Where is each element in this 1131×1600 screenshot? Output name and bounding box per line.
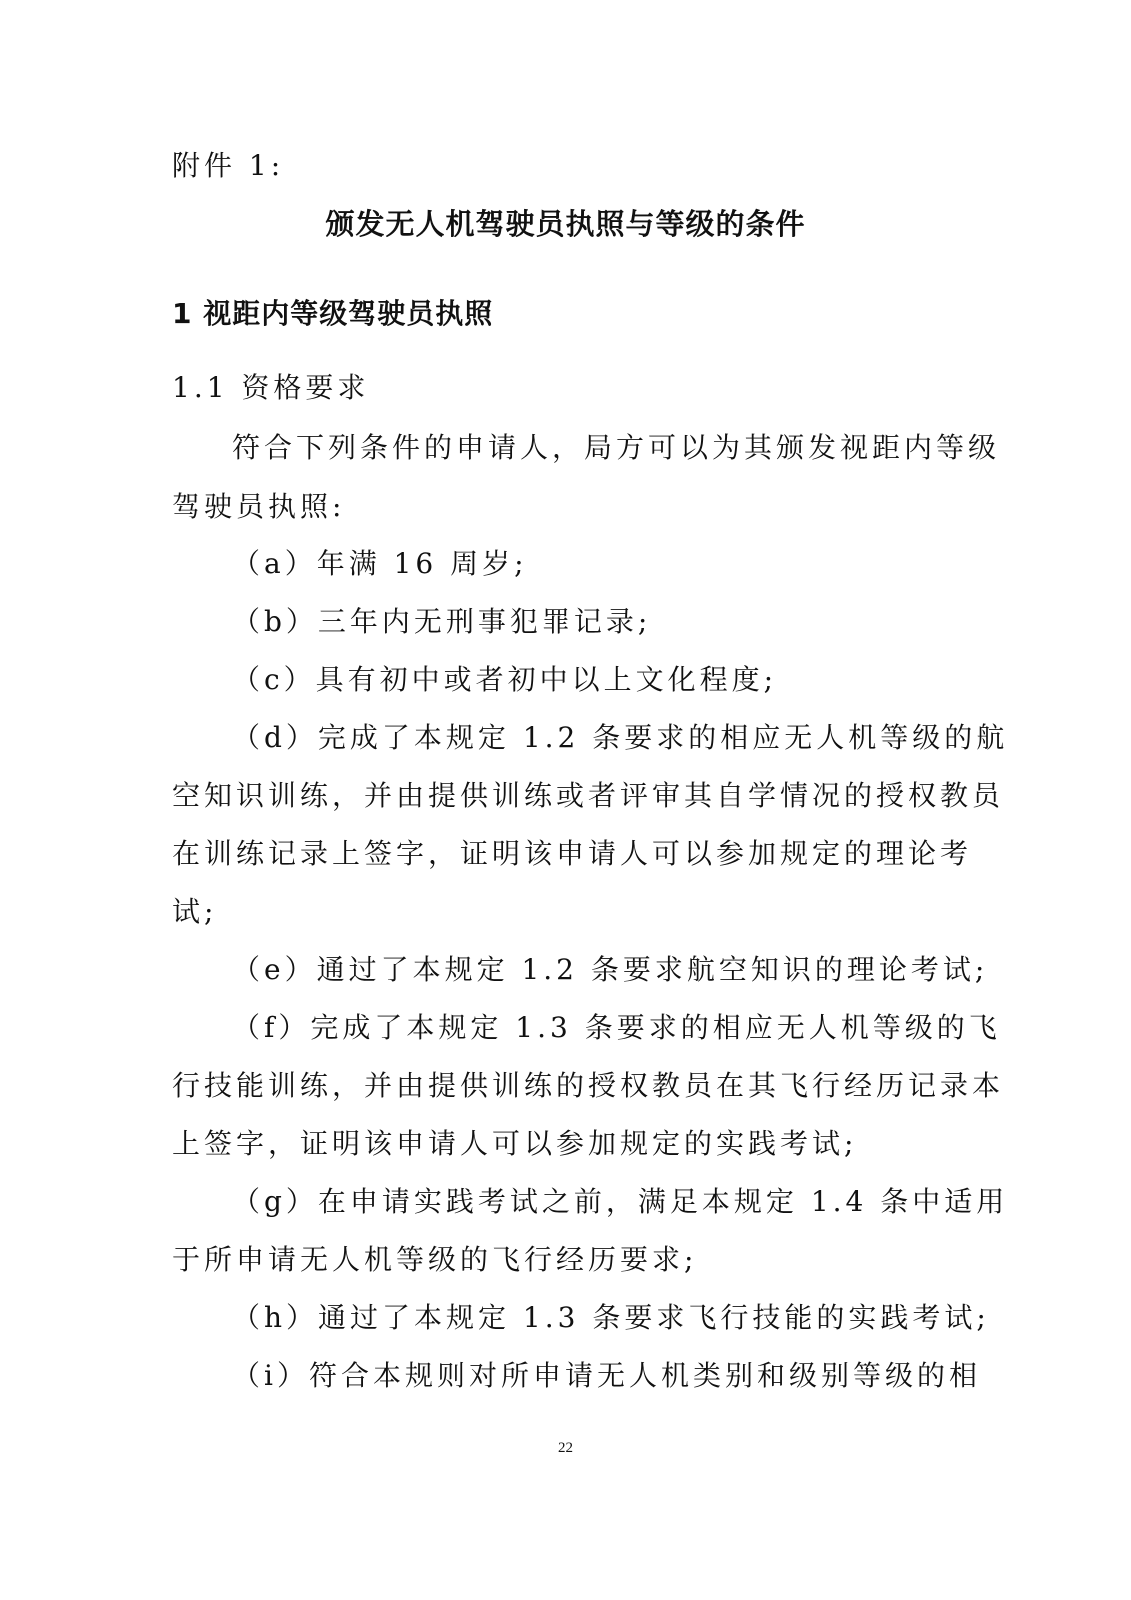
list-item-i-line: （i）符合本规则对所申请无人机类别和级别等级的相 (232, 1359, 981, 1392)
list-item-f-line: 行技能训练，并由提供训练的授权教员在其飞行经历记录本 (172, 1069, 1005, 1102)
list-item-e: （e）通过了本规定 1.2 条要求航空知识的理论考试; (232, 953, 989, 986)
list-item-b: （b）三年内无刑事犯罪记录; (232, 605, 652, 638)
list-item-h: （h）通过了本规定 1.3 条要求飞行技能的实践考试; (232, 1301, 990, 1334)
section-heading: 1 视距内等级驾驶员执照 (172, 297, 494, 330)
list-item-d-line: 在训练记录上签字，证明该申请人可以参加规定的理论考 (172, 837, 973, 870)
list-item-a: （a）年满 16 周岁; (232, 547, 528, 580)
intro-paragraph-line: 符合下列条件的申请人，局方可以为其颁发视距内等级 (232, 431, 1001, 464)
list-item-f-line: 上签字，证明该申请人可以参加规定的实践考试; (172, 1127, 858, 1160)
attachment-label: 附件 1: (172, 149, 285, 182)
list-item-d-line: 空知识训练，并由提供训练或者评审其自学情况的授权教员 (172, 779, 1005, 812)
list-item-d-line: 试; (172, 895, 218, 928)
document-title: 颁发无人机驾驶员执照与等级的条件 (325, 207, 806, 241)
intro-paragraph-line: 驾驶员执照: (172, 490, 346, 523)
list-item-g-line: （g）在申请实践考试之前，满足本规定 1.4 条中适用 (232, 1185, 1009, 1218)
list-item-d-line: （d）完成了本规定 1.2 条要求的相应无人机等级的航 (232, 721, 1009, 754)
page-number: 22 (558, 1440, 573, 1456)
subsection-heading: 1.1 资格要求 (172, 371, 370, 404)
list-item-g-line: 于所申请无人机等级的飞行经历要求; (172, 1243, 698, 1276)
list-item-f-line: （f）完成了本规定 1.3 条要求的相应无人机等级的飞 (232, 1011, 1001, 1044)
list-item-c: （c）具有初中或者初中以上文化程度; (232, 663, 778, 696)
